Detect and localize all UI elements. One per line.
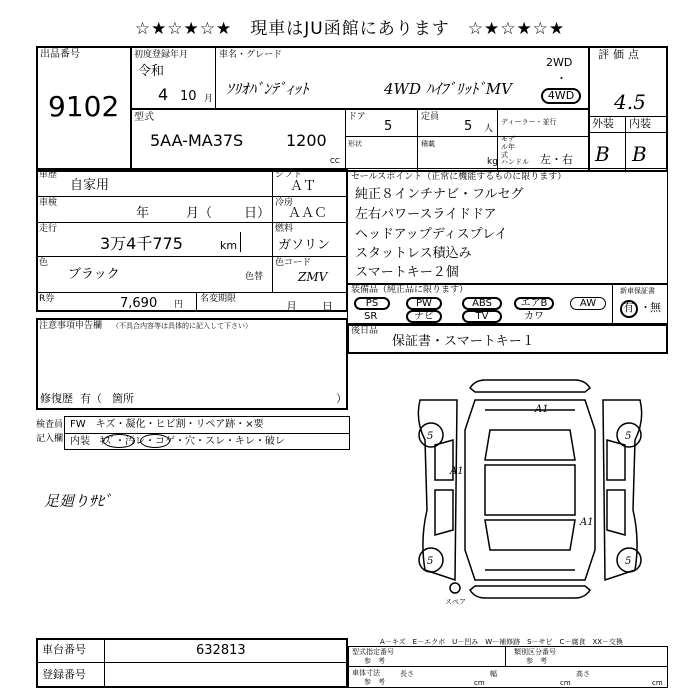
dims-label: 車体寸法 [352, 669, 380, 677]
color-label: 色 [39, 258, 49, 268]
first-reg-month-unit: 月 [204, 94, 214, 104]
height-label: 高さ [576, 670, 590, 678]
car-label: 車名・グレード [219, 50, 283, 60]
warranty-yes: 有 [623, 301, 634, 314]
cc-value: 1200 [286, 131, 327, 150]
mark-circle [140, 434, 170, 448]
class-cert-ref: 参 考 [526, 657, 547, 665]
model-label: 型式 [134, 112, 154, 123]
ac-value: ＡＡＣ [288, 206, 328, 221]
check-label-1: 検査員 [36, 420, 64, 430]
capacity-unit: 人 [484, 124, 494, 134]
class-cert-label: 類別区分番号 [514, 648, 556, 656]
length-unit: cm [474, 679, 485, 687]
first-reg-year: 4 [158, 85, 169, 104]
ac-label: 冷房 [275, 198, 294, 208]
repair-suffix: 箇所 [112, 392, 134, 405]
car-damage-diagram [395, 370, 665, 610]
dims-ref: 参 考 [364, 678, 385, 686]
header-banner: ☆★☆★☆★ 現車はJU函館にあります ☆★☆★☆★ [134, 19, 566, 39]
drive-4wd-circled [541, 88, 581, 104]
equip-aw: AW [570, 297, 606, 310]
type-cert-label: 型式指定番号 [352, 648, 394, 656]
name-change-month: 月 [286, 300, 297, 313]
color-code-label: 色コード [275, 258, 312, 268]
check-row-2: 内装 ｷｽﾞ・汚レ・コゲ・穴・スレ・キレ・破レ [70, 436, 285, 447]
inspection-label: 車検 [39, 198, 58, 208]
interior-value: B [632, 142, 647, 166]
first-reg-label: 初度登録年月 [134, 50, 189, 60]
exterior-label: 外装 [592, 117, 614, 130]
first-reg-era: 令和 [138, 64, 165, 79]
recycle-label: R券 [39, 294, 55, 304]
lot-number: 9102 [48, 90, 120, 123]
damage-mark-left: A1 [450, 466, 464, 477]
repair-close: ） [336, 392, 347, 405]
handle-value: 左・右 [540, 153, 573, 166]
tire-mark: 5 [625, 556, 632, 567]
name-change-label: 名変期限 [200, 294, 237, 304]
equip-leather: カワ [524, 311, 544, 322]
type-cert-ref: 参 考 [364, 657, 385, 665]
capacity-value: 5 [464, 119, 473, 134]
tire-mark: 5 [427, 556, 434, 567]
mark-circle [103, 434, 135, 448]
model-year-label: モデル年式 [501, 135, 515, 159]
repair-label: 修復歴 [40, 392, 73, 405]
cc-unit: CC [330, 157, 340, 165]
after-items-label: 後日品 [351, 326, 379, 336]
name-change-day: 日 [322, 300, 333, 313]
notes-sub: （不具合内容等は具体的に記入して下さい） [112, 322, 252, 330]
equip-airbag: エアB [514, 297, 554, 310]
fuel-value: ガソリン [278, 238, 331, 253]
damage-legend: A－キズ E－エクボ U－凹み W－補修跡 S－サビ C－腐食 XX－交換 [380, 638, 624, 646]
load-unit: kg [487, 157, 498, 167]
car-grade: 4WD ﾊｲﾌﾞﾘｯﾄﾞMV [384, 80, 512, 98]
equip-navi: ナビ [406, 310, 442, 323]
first-reg-month: 10 [180, 89, 197, 104]
drive-4wd: 4WD [547, 89, 575, 102]
handwritten-note: 足廻りｻﾋﾞ [44, 492, 112, 510]
equip-pw: PW [406, 297, 442, 310]
equip-ps: PS [354, 297, 390, 310]
equipment-label: 装備品（純正品に限ります） [351, 285, 469, 295]
width-label: 幅 [490, 670, 497, 678]
shift-value: ＡＴ [290, 179, 317, 194]
inspection-day: 日） [244, 206, 271, 221]
exterior-value: B [595, 142, 610, 166]
after-items-value: 保証書・スマートキー１ [392, 334, 535, 349]
chassis-label: 車台番号 [42, 643, 86, 656]
mileage-value: 3万4千775 [100, 234, 183, 253]
sales-point-item: 左右パワースライドドア [355, 207, 497, 222]
check-row-1: FW キズ・凝化・ヒビ割・リペア跡・×要 [70, 419, 264, 430]
fuel-label: 燃料 [275, 224, 294, 234]
doors-label: ドア [348, 112, 366, 122]
handle-label: ハンドル [501, 158, 529, 166]
mileage-unit: km [220, 239, 238, 252]
history-label: 車歴 [39, 170, 58, 180]
warranty-sep: ・ [640, 301, 651, 314]
repair-value: 有（ [80, 392, 102, 405]
equip-abs: ABS [462, 297, 502, 310]
mileage-label: 走行 [39, 224, 58, 234]
interior-label: 内装 [629, 117, 651, 130]
spare-label: スペア [445, 598, 466, 606]
equip-tv: TV [462, 310, 502, 323]
dealer-label: ディーラー・並行 [501, 118, 557, 126]
tire-mark: 5 [427, 431, 434, 442]
lot-label: 出品番号 [40, 49, 80, 60]
length-label: 長さ [400, 670, 414, 678]
car-name: ｿﾘｵﾊﾞﾝﾃﾞｨｯﾄ [226, 80, 309, 98]
damage-mark-roof: A1 [535, 404, 549, 415]
color-value: ブラック [68, 267, 120, 282]
cert-box [348, 646, 668, 688]
inspection-year: 年 [136, 206, 150, 221]
width-unit: cm [560, 679, 571, 687]
drive-dot: ・ [556, 72, 567, 85]
sales-point-item: ヘッドアップディスプレイ [355, 227, 508, 242]
sales-point-item: 純正８インチナビ・フルセグ [355, 187, 524, 202]
damage-mark-right: A1 [580, 517, 594, 528]
evaluation-score: 4.5 [614, 90, 646, 114]
recycle-unit: 円 [174, 300, 184, 310]
evaluation-label: 評価点 [598, 48, 643, 61]
model-value: 5AA-MA37S [150, 131, 244, 150]
color-change-label: 色替 [245, 272, 264, 282]
doors-value: 5 [384, 119, 393, 134]
height-unit: cm [652, 679, 663, 687]
shift-label: シフト [275, 170, 303, 180]
warranty-label: 新車保証書 [620, 287, 655, 295]
equip-sr: SR [364, 311, 378, 322]
recycle-value: 7,690 [120, 296, 158, 311]
sales-point-item: スマートキー２個 [355, 265, 459, 280]
tire-mark: 5 [625, 431, 632, 442]
notes-label: 注意事項申告欄 [39, 321, 103, 331]
check-label-2: 記入欄 [36, 434, 64, 444]
load-label: 積載 [421, 140, 435, 148]
warranty-no: 無 [650, 301, 661, 314]
drive-2wd: 2WD [546, 56, 573, 69]
sales-point-item: スタットレス積込み [355, 246, 472, 261]
sales-points-label: セールスポイント（正常に機能するものに限ります） [351, 172, 567, 182]
capacity-label: 定員 [421, 112, 440, 122]
history-value: 自家用 [70, 178, 110, 193]
chassis-value: 632813 [196, 643, 246, 658]
shape-label: 形状 [348, 140, 362, 148]
color-code-value: ZMV [298, 270, 328, 284]
inspection-month: 月（ [186, 206, 213, 221]
registration-label: 登録番号 [42, 668, 86, 681]
